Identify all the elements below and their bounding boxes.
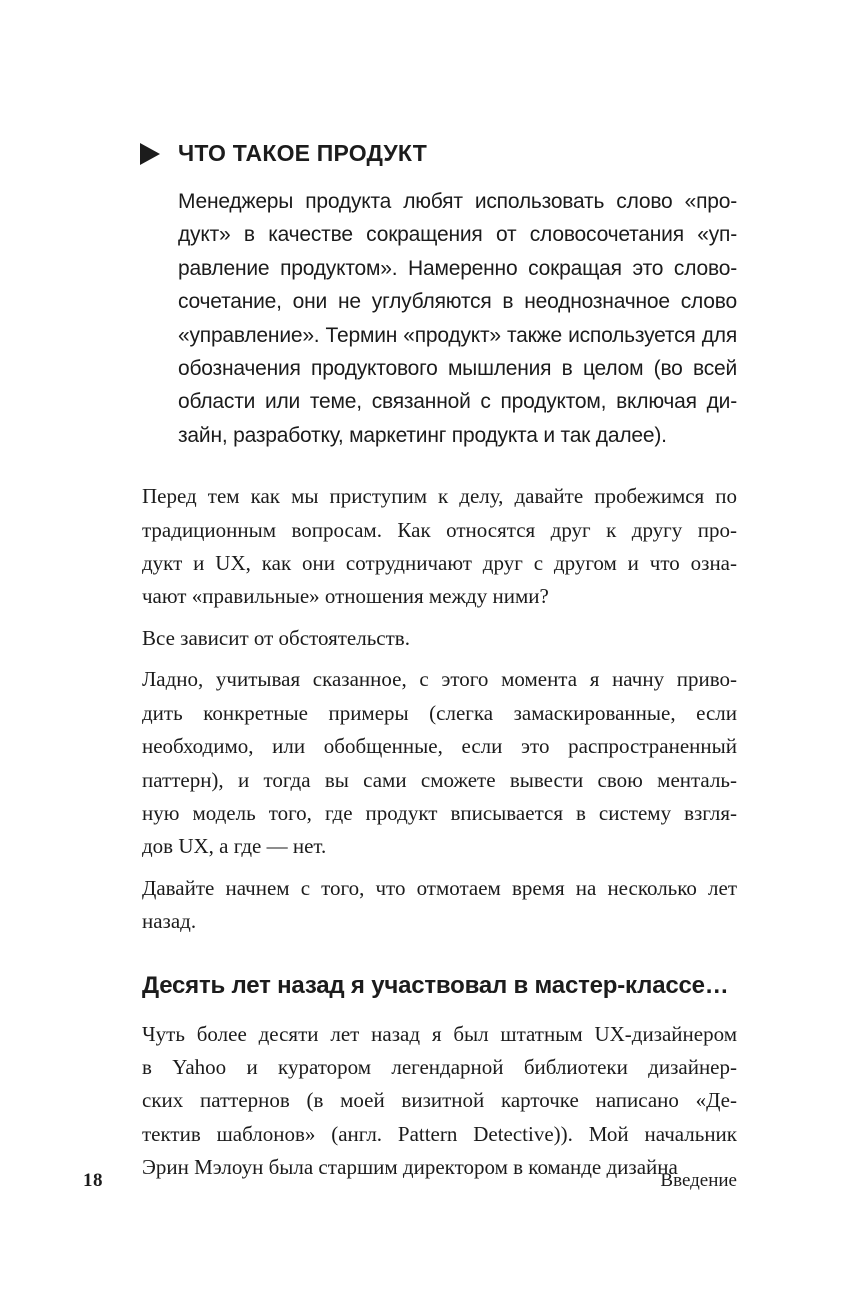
paragraph: Все зависит от обстоятельств.	[142, 625, 410, 650]
paragraph: Перед тем как мы приступим к делу, давайте пробежимся по традиционным вопросам. Как относятся друг к другу про- дукт и UX, как они сотрудничают друг с другом и что озна- чают «правильные» отношения между ними?	[142, 484, 737, 609]
paragraph: Давайте начнем с того, что отмотаем время на несколько лет назад.	[142, 875, 737, 934]
subheading: Десять лет назад я участвовал в мастер-классе…	[142, 971, 729, 999]
paragraph: Чуть более десяти лет назад я был штатным UX-дизайнером в Yahoo и куратором легендарной библиотеки дизайнер- ских паттернов (в моей визитной карточке написано «Де- тектив шаблонов» (англ. Pattern Detective)). Мой начальник Эрин Мэлоун была старшим директором в команде дизайна	[142, 1021, 737, 1180]
triangle-bullet-icon	[140, 143, 160, 165]
body-copy	[142, 480, 737, 938]
body-copy-continued	[142, 1018, 737, 1185]
page-number: 18	[83, 1170, 103, 1191]
running-head: Введение	[660, 1170, 737, 1191]
callout-paragraph: Менеджеры продукта любят использовать слово «про- дукт» в качестве сокращения от словосочетания «уп- равление продуктом». Намеренно сокращая это слово- сочетание, они не углубляются в неоднозначное слово «управление». Термин «продукт» также используется для обозначения продуктового мышления в целом (во всей области или теме, связанной с продуктом, включая ди- зайн, разработку, маркетинг продукта и так далее).	[178, 190, 737, 447]
section-title: ЧТО ТАКОЕ ПРОДУКТ	[178, 140, 427, 166]
text-column	[142, 0, 737, 1185]
page-footer	[83, 1170, 737, 1192]
section-header	[140, 142, 737, 165]
paragraph: Ладно, учитывая сказанное, с этого момента я начну приво- дить конкретные примеры (слегка замаскированные, если необходимо, или обобщенные, если это распространенный паттерн), и тогда вы сами сможете вывести свою менталь- ную модель того, где продукт вписывается в систему взгля- дов UX, а где — нет.	[142, 667, 737, 859]
